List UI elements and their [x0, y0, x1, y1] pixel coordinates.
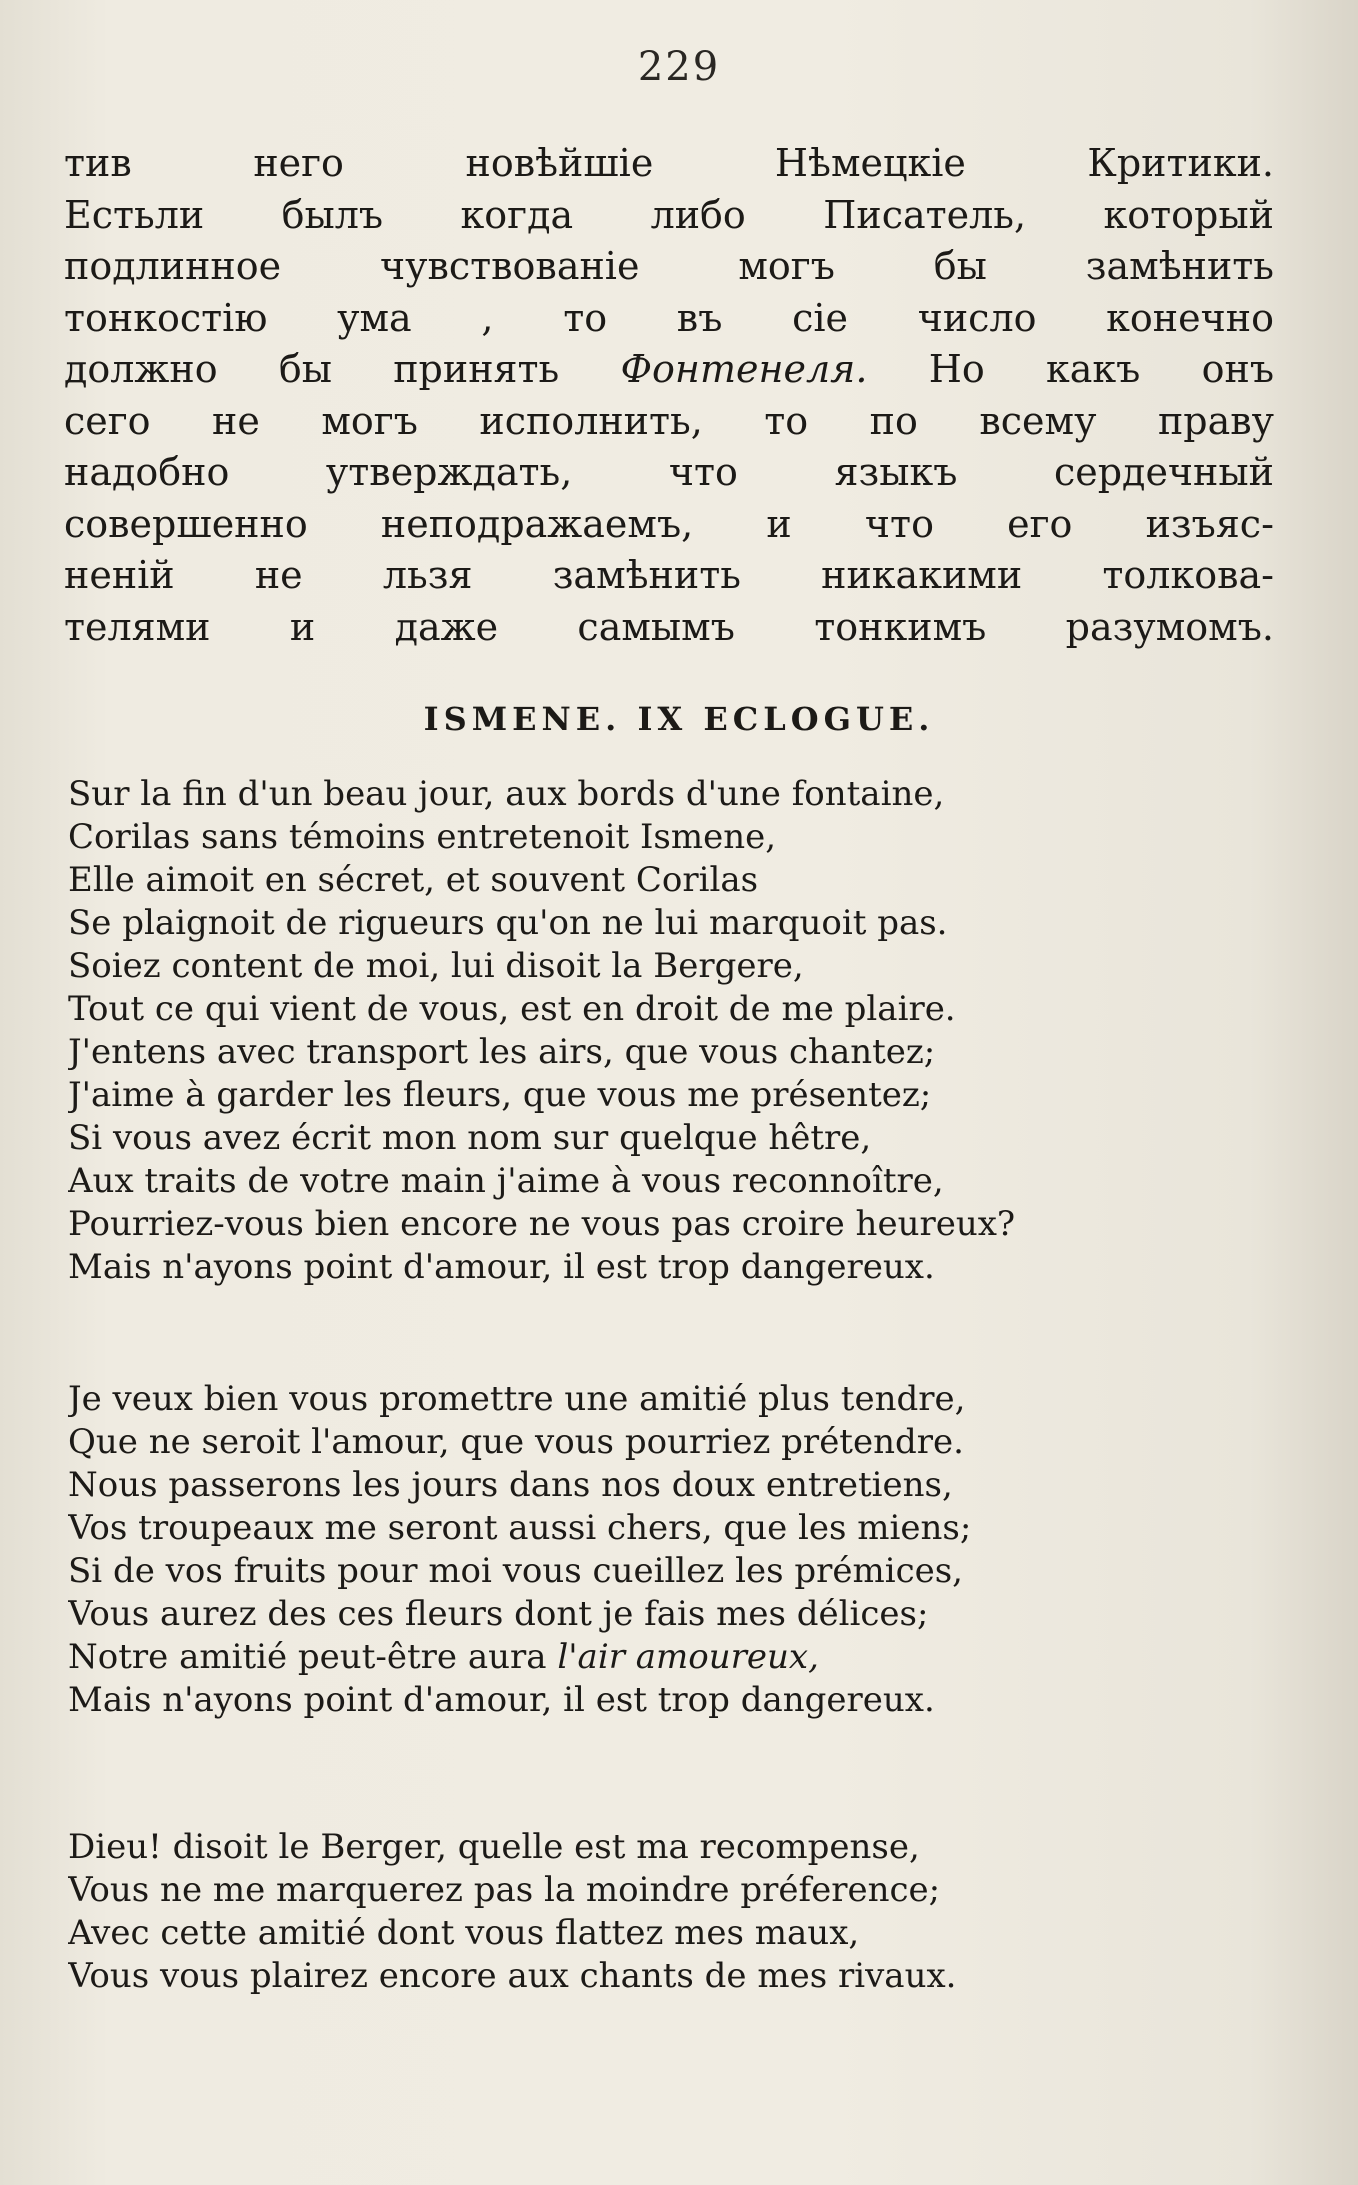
- prose-word: неподражаемъ,: [380, 501, 694, 546]
- prose-word: сіе: [792, 295, 849, 340]
- verse-line: Avec cette amitié dont vous flattez mes maux,: [68, 1913, 860, 1953]
- prose-word: Критики.: [1087, 141, 1274, 185]
- prose-word: что: [864, 501, 934, 546]
- verse-line: J'entens avec transport les airs, que vous chantez;: [68, 1032, 936, 1072]
- prose-word: былъ: [281, 192, 384, 237]
- poem-stanza: [68, 1826, 1238, 1998]
- verse-line: Si de vos fruits pour moi vous cueillez les prémices,: [68, 1551, 963, 1591]
- poem-title: ISMENE. IX ECLOGUE.: [423, 700, 935, 738]
- verse-line: Vous vous plairez encore aux chants de mes rivaux.: [68, 1956, 957, 1996]
- prose-word: по: [869, 398, 918, 443]
- prose-word: сего: [64, 398, 151, 443]
- prose-word: Естьли: [64, 192, 205, 237]
- verse-line: Soiez content de moi, lui disoit la Bergere,: [68, 946, 804, 986]
- prose-word: принять: [393, 347, 560, 391]
- prose-word: могъ: [321, 398, 418, 443]
- prose-word: что: [668, 450, 738, 494]
- prose-word: Но: [928, 347, 985, 391]
- prose-line: [64, 550, 1274, 602]
- prose-word: совершенно: [64, 501, 308, 546]
- prose-word: ,: [481, 295, 494, 340]
- prose-word: то: [764, 398, 809, 443]
- verse-line: Vos troupeaux me seront aussi chers, que les miens;: [68, 1508, 972, 1548]
- verse-line: [68, 1636, 1238, 1679]
- prose-line: [64, 447, 1274, 499]
- prose-word: не: [212, 398, 260, 443]
- prose-word: замѣнить: [1085, 244, 1274, 288]
- verse-line: Nous passerons les jours dans nos doux entretiens,: [68, 1465, 953, 1505]
- verse-line: Vous ne me marquerez pas la moindre préference;: [68, 1870, 941, 1910]
- prose-word: праву: [1157, 398, 1274, 443]
- prose-word: тонкостію: [64, 295, 268, 340]
- prose-word: и: [766, 501, 792, 546]
- prose-word: не: [254, 553, 303, 597]
- prose-line: [64, 344, 1274, 396]
- prose-word: подлинное: [64, 244, 282, 288]
- prose-word: бы: [278, 347, 332, 391]
- prose-line: [64, 396, 1274, 448]
- prose-word: могъ: [738, 244, 835, 288]
- prose-line: [64, 499, 1274, 551]
- verse-line: J'aime à garder les fleurs, que vous me présentez;: [68, 1075, 932, 1115]
- prose-word: толкова-: [1102, 553, 1274, 597]
- prose-word: изъяс-: [1145, 501, 1274, 546]
- verse-line: Si vous avez écrit mon nom sur quelque hêtre,: [68, 1118, 872, 1158]
- prose-word: всему: [979, 398, 1097, 443]
- verse-line: Dieu! disoit le Berger, quelle est ma recompense,: [68, 1827, 920, 1867]
- prose-word: въ: [676, 295, 723, 340]
- prose-word: конечно: [1106, 295, 1274, 340]
- poem-stanza: [68, 1378, 1238, 1722]
- prose-line: [64, 293, 1274, 345]
- prose-word: разумомъ.: [1065, 604, 1274, 649]
- author-name-fontenelle: Фонтенеля.: [620, 347, 868, 391]
- prose-word: даже: [394, 604, 499, 649]
- prose-word: льзя: [382, 553, 473, 597]
- verse-line: Tout ce qui vient de vous, est en droit de me plaire.: [68, 989, 956, 1029]
- italic-phrase: l'air amoureux,: [557, 1637, 819, 1677]
- prose-line: [64, 190, 1274, 242]
- prose-word: самымъ: [577, 604, 735, 649]
- prose-word: неній: [64, 553, 175, 597]
- prose-word: Нѣмецкіе: [774, 141, 966, 185]
- prose-word: него: [253, 141, 344, 185]
- prose-line: [64, 602, 1274, 654]
- poem-stanza: [68, 773, 1238, 1289]
- verse-line: Que ne seroit l'amour, que vous pourriez prétendre.: [68, 1422, 964, 1462]
- prose-word: новѣйшіе: [465, 141, 654, 185]
- refrain-line: Mais n'ayons point d'amour, il est trop dangereux.: [68, 1680, 935, 1720]
- prose-line: [64, 138, 1274, 190]
- verse-text: Notre amitié peut-être aura: [68, 1637, 547, 1677]
- verse-line: Se plaignoit de rigueurs qu'on ne lui marquoit pas.: [68, 903, 948, 943]
- prose-word: либо: [650, 192, 746, 237]
- verse-line: Elle aimoit en sécret, et souvent Corilas: [68, 860, 759, 900]
- verse-line: Aux traits de votre main j'aime à vous reconnoître,: [68, 1161, 944, 1201]
- verse-line: Sur la fin d'un beau jour, aux bords d'une fontaine,: [68, 774, 945, 814]
- prose-word: телями: [64, 604, 211, 649]
- prose-word: число: [917, 295, 1037, 340]
- prose-word: чувствованіе: [379, 244, 640, 288]
- verse-line: Je veux bien vous promettre une amitié plus tendre,: [68, 1379, 966, 1419]
- prose-word: какъ: [1046, 347, 1141, 391]
- prose-word: сердечный: [1053, 450, 1274, 494]
- prose-word: Писатель,: [823, 192, 1027, 237]
- prose-word: его: [1007, 501, 1073, 546]
- prose-line: [64, 241, 1274, 293]
- verse-line: Pourriez-vous bien encore ne vous pas croire heureux?: [68, 1204, 1016, 1244]
- prose-word: замѣнить: [552, 553, 741, 597]
- verse-line: Corilas sans témoins entretenoit Ismene,: [68, 817, 777, 857]
- prose-word: исполнить,: [479, 398, 703, 443]
- prose-word: надобно: [64, 450, 230, 494]
- russian-prose-paragraph: [64, 138, 1274, 653]
- prose-word: то: [563, 295, 608, 340]
- prose-word: тив: [64, 141, 132, 185]
- prose-word: бы: [933, 244, 987, 288]
- prose-word: и: [289, 604, 316, 649]
- prose-word: языкъ: [834, 450, 958, 494]
- prose-word: никакими: [821, 553, 1023, 597]
- prose-word: ума: [337, 295, 412, 340]
- prose-word: должно: [64, 347, 218, 391]
- prose-word: онъ: [1201, 347, 1274, 391]
- prose-word: утверждать,: [325, 450, 573, 494]
- verse-line: Vous aurez des ces fleurs dont je fais mes délices;: [68, 1594, 929, 1634]
- prose-word: тонкимъ: [814, 604, 987, 649]
- prose-word: когда: [460, 192, 574, 237]
- prose-word: который: [1103, 192, 1274, 237]
- page-number: 229: [637, 44, 721, 90]
- refrain-line: Mais n'ayons point d'amour, il est trop dangereux.: [68, 1247, 935, 1287]
